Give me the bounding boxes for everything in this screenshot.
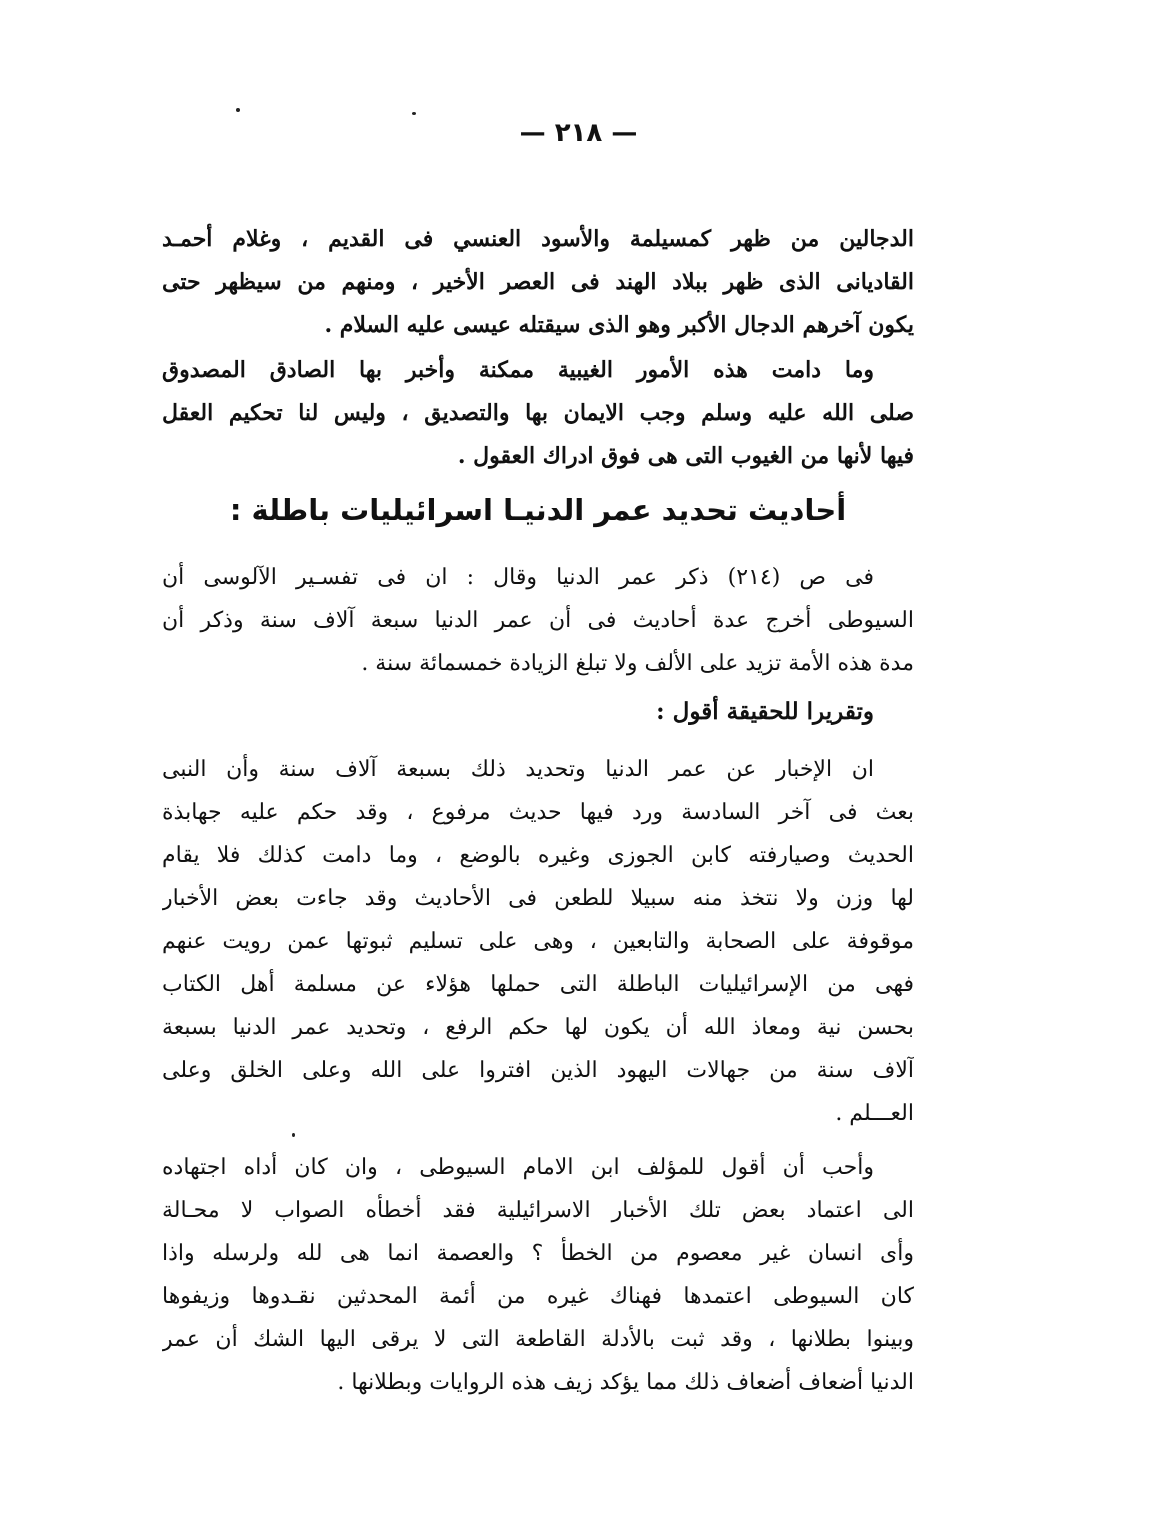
text-line: فيها لأنها من الغيوب التى هى فوق ادراك العقول . <box>457 443 914 469</box>
text-line: الدجالين من ظهر كمسيلمة والأسود العنسي فى القديم ، وغلام أحمـد <box>162 226 914 252</box>
text-line: لها وزن ولا نتخذ منه سبيلا للطعن فى الأحاديث وقد جاءت بعض الأخبار <box>162 886 914 911</box>
paragraph-1 <box>162 218 914 347</box>
paragraph-2 <box>162 349 914 478</box>
text-line: بعث فى آخر السادسة ورد فيها حديث مرفوع ، وقد حكم عليه جهابذة <box>162 800 914 825</box>
text-line: وما دامت هذه الأمور الغيبية ممكنة وأخبر بها الصادق المصدوق <box>162 357 874 383</box>
text-line: صلى الله عليه وسلم وجب الايمان بها والتصديق ، وليس لنا تحكيم العقل <box>162 400 914 426</box>
text-line: وأحب أن أقول للمؤلف ابن الامام السيوطى ، وان كان أداه اجتهاده <box>162 1155 874 1180</box>
text-line: الى اعتماد بعض تلك الأخبار الاسرائيلية فقد أخطأه الصواب لا محـالة <box>162 1198 914 1223</box>
text-line: العـــلم . <box>835 1101 914 1126</box>
paragraph-5 <box>162 1146 914 1404</box>
text-line: القاديانى الذى ظهر ببلاد الهند فى العصر الأخير ، ومنهم من سيظهر حتى <box>162 269 914 295</box>
paragraph-4 <box>162 748 914 1135</box>
scan-speck <box>412 112 416 115</box>
text-line: الحديث وصيارفته كابن الجوزى وغيره بالوضع ، وما دامت كذلك فلا يقام <box>162 843 914 868</box>
text-line: بحسن نية ومعاذ الله أن يكون لها حكم الرفع ، وتحديد عمر الدنيا بسبعة <box>162 1015 914 1040</box>
text-line: كان السيوطى اعتمدها فهناك غيره من أئمة المحدثين نقـدوها وزيفوها <box>162 1284 914 1309</box>
text-line: يكون آخرهم الدجال الأكبر وهو الذى سيقتله عيسى عليه السلام . <box>324 312 914 338</box>
text-line: فى ص (٢١٤) ذكر عمر الدنيا وقال : ان فى تفسـير الآلوسى أن <box>162 565 874 590</box>
section-heading: أحاديث تحديد عمر الدنيـا اسرائيليات باطلة : <box>229 493 847 527</box>
text-line: مدة هذه الأمة تزيد على الألف ولا تبلغ الزيادة خمسمائة سنة . <box>361 651 914 676</box>
subheading: وتقريرا للحقيقة أقول : <box>656 698 874 725</box>
text-line: موقوفة على الصحابة والتابعين ، وهى على تسليم ثبوتها عمن رويت عنهم <box>162 929 914 954</box>
text-line: آلاف سنة من جهالات اليهود الذين افتروا على الله وعلى الخلق وعلى <box>162 1058 914 1083</box>
text-line: ان الإخبار عن عمر الدنيا وتحديد ذلك بسبعة آلاف سنة وأن النبى <box>162 757 874 782</box>
text-line: وأى انسان غير معصوم من الخطأ ؟ والعصمة انما هى لله ولرسله واذا <box>162 1241 914 1266</box>
text-line: فهى من الإسرائيليات الباطلة التى حملها هؤلاء عن مسلمة أهل الكتاب <box>162 972 914 997</box>
paragraph-3 <box>162 556 914 685</box>
text-line: الدنيا أضعاف أضعاف ذلك مما يؤكد زيف هذه الروايات وبطلانها . <box>337 1370 914 1395</box>
page-number: — ٢١٨ — <box>519 118 638 148</box>
scan-speck <box>236 108 240 112</box>
text-line: السيوطى أخرج عدة أحاديث فى أن عمر الدنيا سبعة آلاف سنة وذكر أن <box>162 608 914 633</box>
text-line: وبينوا بطلانها ، وقد ثبت بالأدلة القاطعة التى لا يرقى اليها الشك أن عمر <box>162 1327 914 1352</box>
